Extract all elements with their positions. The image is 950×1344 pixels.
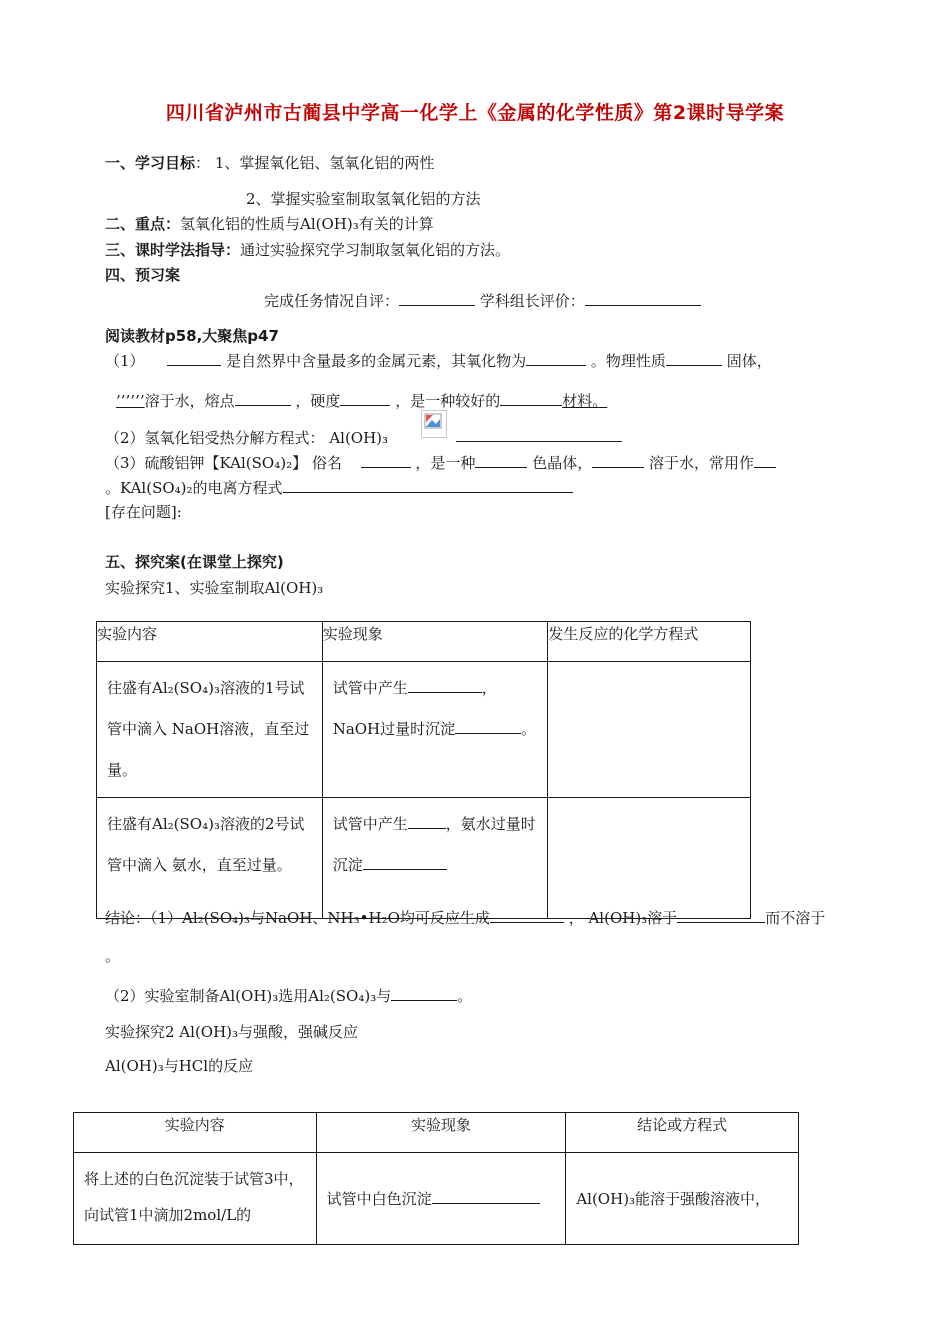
goal-2: 2、掌握实验室制取氢氧化铝的方法 [246, 190, 481, 208]
equation-blank-wrap [456, 427, 622, 446]
answer-blank[interactable] [500, 391, 562, 406]
broken-image-icon [424, 413, 442, 429]
answer-blank[interactable] [490, 908, 564, 923]
table-header-row [97, 622, 751, 662]
header-cell: 发生反应的化学方程式 [548, 622, 751, 662]
table-row [97, 798, 751, 919]
experiment-content: 往盛有Al₂(SO₄)₃溶液的1号试管中滴入 NaOH溶液，直至过量。 [107, 679, 310, 779]
answer-blank[interactable] [340, 391, 390, 406]
self-eval-blank[interactable] [399, 291, 475, 306]
section-4-label: 四、预习案 [105, 266, 181, 284]
experiment-1-table [96, 621, 751, 919]
goal-1: 1、掌握氧化铝、氢氧化铝的两性 [214, 154, 435, 172]
question-1-line-1: （1） 是自然界中含量最多的金属元素，其氧化物为 。物理性质 固体， [105, 352, 772, 370]
experiment-phenomenon: 试管中产生 ，氨水过量时沉淀 [332, 815, 536, 874]
conclusion-1-end: 。 [105, 947, 121, 965]
table-row [97, 662, 751, 798]
conclusion-2: （2）实验室制备Al(OH)₃选用Al₂(SO₄)₃与 。 [105, 987, 473, 1005]
question-1-line-2: ’’’’’’溶于水，熔点 ，硬度 ，是一种较好的 材料。 [116, 392, 608, 410]
header-cell: 实验内容 [74, 1113, 317, 1153]
answer-blank[interactable] [666, 351, 722, 366]
question-3-line-1: （3）硫酸铝钾【KAl(SO₄)₂】 俗名 ，是一种 色晶体， 溶于水，常用作 [105, 452, 776, 473]
experiment-2-title: 实验探究2 Al(OH)₃与强酸，强碱反应 [105, 1023, 359, 1041]
method-guide: 三、课时学法指导：通过实验探究学习制取氢氧化铝的方法。 [105, 241, 511, 259]
equation-cell[interactable] [548, 662, 751, 798]
table-header-row [74, 1113, 799, 1153]
section-5-label: 五、探究案(在课堂上探究) [105, 553, 284, 571]
question-2: （2）氢氧化铝受热分解方程式： Al(OH)₃ [105, 429, 389, 447]
answer-blank[interactable] [235, 391, 291, 406]
broken-image-placeholder [421, 410, 447, 438]
equation-blank[interactable] [456, 427, 622, 442]
experiment-content: 往盛有Al₂(SO₄)₃溶液的2号试管中滴入 氨水，直至过量。 [107, 815, 305, 874]
answer-blank[interactable] [391, 986, 457, 1001]
experiment-content: 将上述的白色沉淀装于试管3中，向试管1中滴加2mol/L的 [84, 1170, 304, 1224]
learning-goals: 一、学习目标： 1、掌握氧化铝、氢氧化铝的两性 [105, 154, 435, 172]
header-cell: 结论或方程式 [566, 1113, 799, 1153]
question-3-line-2: 。KAl(SO₄)₂的电离方程式 [105, 477, 573, 498]
experiment-1-title: 实验探究1、实验室制取Al(OH)₃ [105, 579, 324, 597]
answer-blank[interactable] [363, 855, 447, 870]
answer-blank[interactable] [592, 453, 644, 468]
conclusion-1: 结论：（1）Al₂(SO₄)₃与NaOH、NH₃•H₂O均可反应生成 ， Al(OH)₃溶于 而不溶于 [105, 909, 826, 927]
reading-assignment: 阅读教材p58,大聚焦p47 [105, 327, 279, 345]
experiment-2-subtitle: Al(OH)₃与HCl的反应 [105, 1057, 254, 1075]
answer-blank[interactable] [361, 453, 411, 468]
header-cell: 实验现象 [322, 622, 548, 662]
equation-cell[interactable] [548, 798, 751, 919]
table-row [74, 1153, 799, 1245]
answer-blank[interactable] [475, 453, 527, 468]
page-title: 四川省泸州市古蔺县中学高一化学上《金属的化学性质》第2课时导学案 [165, 102, 785, 124]
answer-blank[interactable] [526, 351, 586, 366]
issues-label: [存在问题]: [105, 503, 182, 521]
leader-eval-blank[interactable] [585, 291, 701, 306]
experiment-phenomenon: 试管中产生 ，NaOH过量时沉淀 。 [332, 679, 537, 738]
experiment-2-table [73, 1112, 799, 1245]
answer-blank[interactable] [408, 678, 482, 693]
answer-blank[interactable] [677, 908, 765, 923]
header-cell: 实验现象 [316, 1113, 566, 1153]
experiment-conclusion: Al(OH)₃能溶于强酸溶液中， [576, 1189, 771, 1208]
key-points: 二、重点：氢氧化铝的性质与Al(OH)₃有关的计算 [105, 215, 434, 233]
header-cell: 实验内容 [97, 622, 323, 662]
evaluation-line: 完成任务情况自评： 学科组长评价： [264, 290, 701, 311]
answer-blank[interactable] [754, 453, 776, 468]
ionization-blank[interactable] [283, 478, 573, 493]
answer-blank[interactable] [167, 351, 221, 366]
section-1-label: 一、学习目标 [105, 154, 196, 172]
answer-blank[interactable] [432, 1189, 540, 1204]
answer-blank[interactable] [455, 719, 521, 734]
experiment-phenomenon: 试管中白色沉淀 [317, 1181, 566, 1217]
answer-blank[interactable] [408, 814, 446, 829]
